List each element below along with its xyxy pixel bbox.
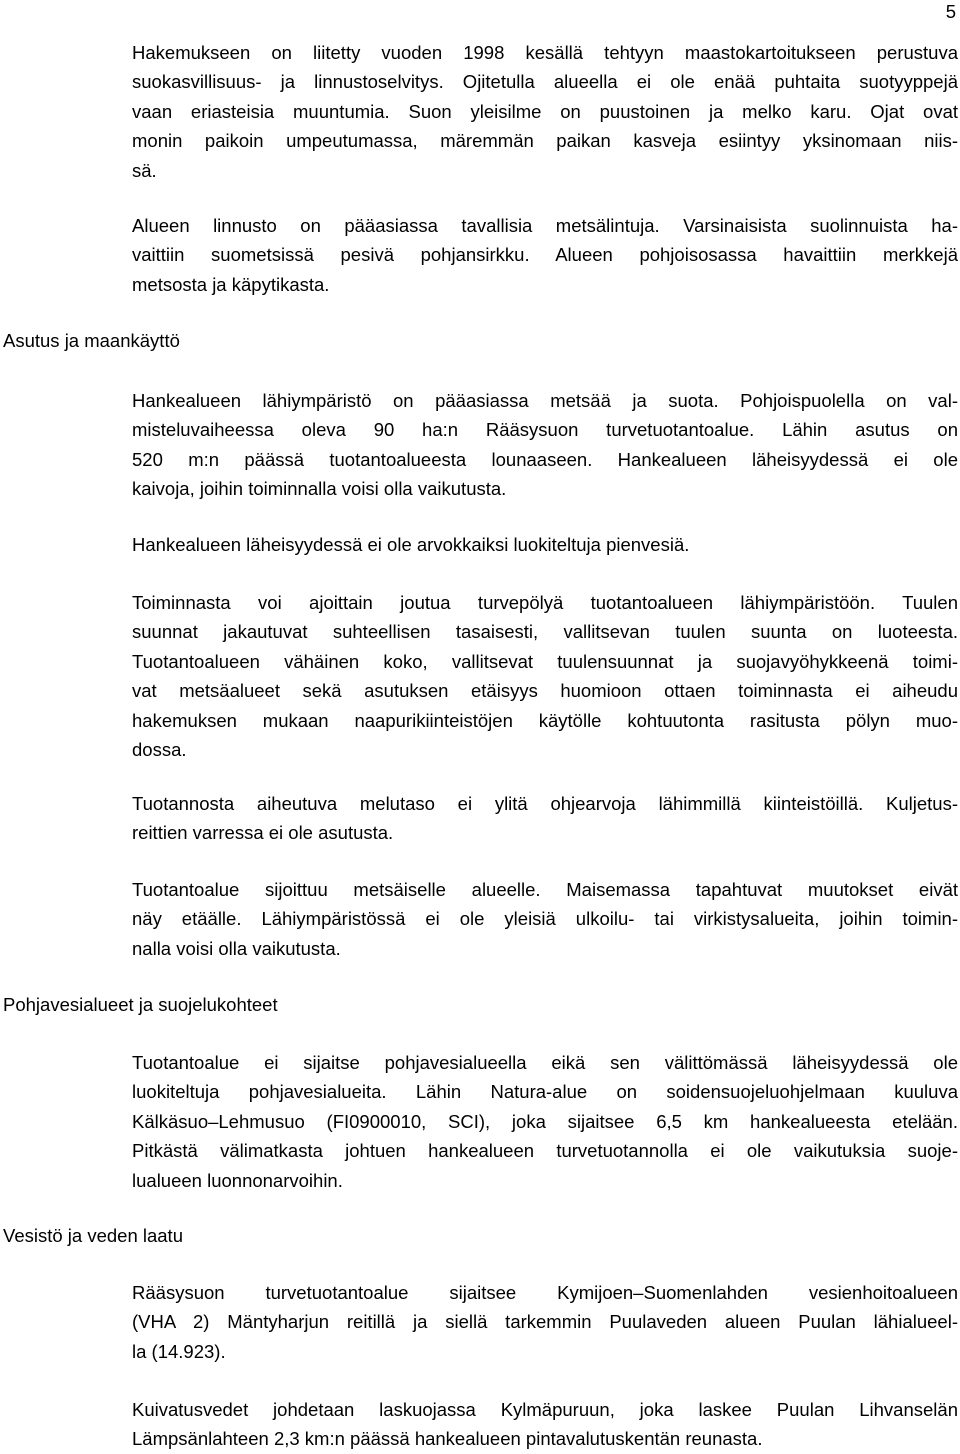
- text-line: la (14.923).: [132, 1340, 226, 1362]
- paragraph-peat-dust: [132, 588, 958, 764]
- text-line: Kuivatusvedet johdetaan laskuojassa Kylmäpuruun, joka laskee Puulan Lihvanselän: [132, 1399, 958, 1420]
- text-line: Lämpsänlahteen 2,3 km:n päässä hankealueen pintavalutuskentän reunasta.: [132, 1428, 763, 1450]
- paragraph-drainage: [132, 1395, 958, 1454]
- paragraph-surroundings: [132, 386, 958, 504]
- text-line: näy etäälle. Lähiympäristössä ei ole yleisiä ulkoilu- tai virkistysalueita, joihin toimin-: [132, 908, 958, 930]
- section-heading-pohjavesi: Pohjavesialueet ja suojelukohteet: [3, 994, 278, 1015]
- text-line: vaittiin suometsissä pesivä pohjansirkku. Alueen pohjoisosassa havaittiin merkkejä: [132, 244, 958, 266]
- paragraph-landscape: [132, 875, 958, 963]
- text-line: Pitkästä välimatkasta johtuen hankealueen turvetuotannolla ei ole vaikutuksia suoje-: [132, 1140, 958, 1162]
- text-line: Rääsysuon turvetuotantoalue sijaitsee Kymijoen–Suomenlahden vesienhoitoalueen: [132, 1282, 958, 1303]
- text-line: misteluvaiheessa oleva 90 ha:n Rääsysuon turvetuotantoalue. Lähin asutus on: [132, 419, 958, 441]
- text-line: Tuotannosta aiheutuva melutaso ei ylitä ohjearvoja lähimmillä kiinteistöillä. Kuljetus-: [132, 793, 958, 814]
- text-line: reittien varressa ei ole asutusta.: [132, 822, 394, 844]
- paragraph-noise: [132, 789, 958, 848]
- text-line: hakemuksen mukaan naapurikiinteistöjen käytölle kohtuutonta rasitusta pölyn muo-: [132, 709, 958, 731]
- text-line: Hakemukseen on liitetty vuoden 1998 kesällä tehtyyn maastokartoitukseen perustuva: [132, 42, 958, 63]
- text-line: Tuotantoalue sijoittuu metsäiselle alueelle. Maisemassa tapahtuvat muutokset eivät: [132, 879, 958, 900]
- paragraph-groundwater: [132, 1048, 958, 1195]
- paragraph-river-basin: [132, 1278, 958, 1366]
- text-line: Tuotantoalue ei sijaitse pohjavesialueella eikä sen välittömässä läheisyydessä ole: [132, 1052, 958, 1073]
- text-line: Alueen linnusto on pääasiassa tavallisia metsälintuja. Varsinaisista suolinnuista ha-: [132, 215, 958, 236]
- text-line: dossa.: [132, 739, 187, 761]
- text-line: (VHA 2) Mäntyharjun reitillä ja siellä tarkemmin Puulaveden alueen Puulan lähialueel-: [132, 1311, 958, 1333]
- paragraph-vegetation-survey: [132, 38, 958, 185]
- text-line: suokasvillisuus- ja linnustoselvitys. Ojitetulla alueella ei ole enää puhtaita suotyyppejä: [132, 71, 958, 93]
- text-line: 520 m:n päässä tuotantoalueesta lounaaseen. Hankealueen läheisyydessä ei ole: [132, 448, 958, 470]
- text-line: nalla voisi olla vaikutusta.: [132, 937, 341, 959]
- paragraph-bird-fauna: [132, 211, 958, 299]
- text-line: Hankealueen läheisyydessä ei ole arvokkaiksi luokiteltuja pienvesiä.: [132, 534, 690, 555]
- text-line: metsosta ja käpytikasta.: [132, 273, 330, 295]
- text-line: luokiteltuja pohjavesialueita. Lähin Natura-alue on soidensuojeluohjelmaan kuuluva: [132, 1081, 958, 1103]
- text-line: suunnat jakautuvat suhteellisen tasaisesti, vallitsevan tuulen suunta on luoteesta.: [132, 621, 958, 643]
- text-line: sä.: [132, 159, 157, 181]
- page-number: 5: [945, 1, 956, 22]
- text-line: monin paikoin umpeutumassa, märemmän paikan kasveja esiintyy yksinomaan niis-: [132, 130, 958, 152]
- text-line: vaan eriasteisia muuntumia. Suon yleisilme on puustoinen ja melko karu. Ojat ovat: [132, 100, 958, 122]
- text-line: Hankealueen lähiympäristö on pääasiassa metsää ja suota. Pohjoispuolella on val-: [132, 390, 958, 411]
- text-line: Tuotantoalueen vähäinen koko, vallitsevat tuulensuunnat ja suojavyöhykkeenä toimi-: [132, 650, 958, 672]
- text-line: Kälkäsuo–Lehmusuo (FI0900010, SCI), joka sijaitsee 6,5 km hankealueesta etelään.: [132, 1110, 958, 1132]
- section-heading-asutus: Asutus ja maankäyttö: [3, 330, 180, 351]
- paragraph-small-waters: [132, 530, 958, 559]
- text-line: Toiminnasta voi ajoittain joutua turvepölyä tuotantoalueen lähiympäristöön. Tuulen: [132, 592, 958, 613]
- text-line: lualueen luonnonarvoihin.: [132, 1169, 343, 1191]
- text-line: vat metsäalueet sekä asutuksen etäisyys huomioon ottaen toiminnasta ei aiheudu: [132, 680, 958, 702]
- text-line: kaivoja, joihin toiminnalla voisi olla vaikutusta.: [132, 478, 507, 500]
- section-heading-vesisto: Vesistö ja veden laatu: [3, 1225, 183, 1246]
